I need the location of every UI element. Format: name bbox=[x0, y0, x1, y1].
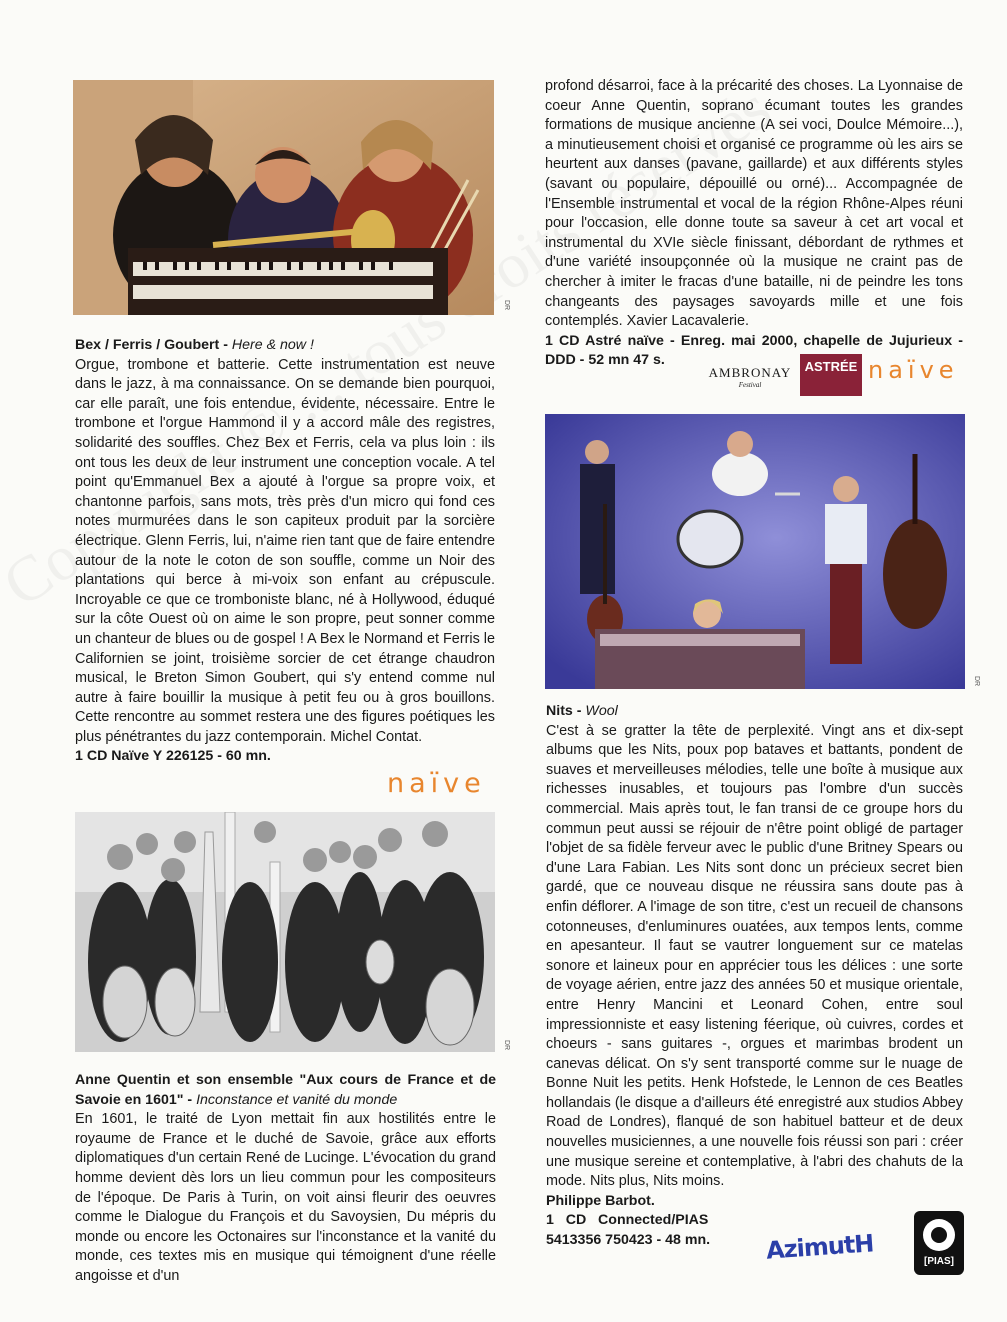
cd-info: 1 CD Naïve Y 226125 - 60 mn. bbox=[75, 748, 271, 765]
article-body-continued: profond désarroi, face à la précarité des choses. La Lyonnaise de coeur Anne Quentin, soprano écumant toutes les grandes formations de musique ancienne (A sei voci, Doulce Mémoire...), a minutieusement choisi et organisé ce programme où les airs se heurtent aux danses (pavane, gaillarde) et aux différents styles (savant ou populaire, dépouillé ou orné)... Accompagnée de l'Ensemble instrumental et vocal de la région Rhône-Alpes réuni pour l'occasion, elle donne toute sa saveur à cet art vocal et instrumental du XVIe siècle finissant, débordant de rythmes et d'une variété insoupçonnée où la musique ne craint pas de chercher à imiter le fracas d'une bataille, ni de peindre les tons changeants des paysages savoyards mille et une fois contemplés. Xavier Lacavalerie. bbox=[545, 78, 963, 330]
article-heading bbox=[75, 336, 495, 356]
cd-info-line-1: 1 CD Connected/PIAS bbox=[546, 1212, 709, 1229]
azimuth-logo: AzimutH bbox=[765, 1229, 875, 1265]
article-artists: Bex / Ferris / Goubert - bbox=[75, 337, 232, 353]
cd-info-line-2: 5413356 750423 - 48 mn. bbox=[546, 1232, 711, 1249]
article-body: En 1601, le traité de Lyon mettait fin aux hostilités entre le royaume de France et le duché de Savoie, grâce aux efforts diplomatiques d'un certain René de Lucinge. L'évocation du grand homme devient dès lors un lieu commun pour les compositeurs de l'époque. De Paris à Turin, on voit ainsi fleurir des oeuvres comme le Dialogue du François et du Savoysien, Du mépris du monde ou encore les Octonaires sur l'inconstance et la vanité du monde, ces textes mis en musique qui témoignent d'une réelle angoisse et d'un bbox=[75, 1111, 496, 1284]
album-title: Inconstance et vanité du monde bbox=[196, 1091, 398, 1108]
article-artists: Anne Quentin et son ensemble "Aux cours de France et de Savoie en 1601" - bbox=[75, 1072, 496, 1108]
album-title: Here & now ! bbox=[231, 337, 314, 353]
naive-logo: naïve bbox=[868, 356, 959, 384]
album-title: Wool bbox=[585, 703, 618, 719]
ambronay-logo: AMBRONAY Festival bbox=[708, 365, 792, 389]
author: Michel Contat. bbox=[330, 728, 423, 745]
pias-icon-inner bbox=[931, 1227, 947, 1243]
article-body: C'est à se gratter la tête de perplexité. Vingt ans et dix-sept albums que les Nits, poux pop bataves et battants, pondent de suaves et merveilleuses mélodies, telle une boîte à musique aux richesses inusables, et toujours pas l'ombre d'un succès commercial. Mais après tout, le fan transi de ce groupe hors du commun peut aussi se réjouir de n'être point obligé de partager l'objet de sa fidèle ferveur avec le public d'une Britney Spears ou d'une Lara Fabian. Les Nits sont donc un précieux secret bien gardé, que ce nouveau disque ne réussira sans doute pas à enfin déflorer. A l'image de son titre, c'est un recueil de chansons cotonneuses, d'enluminures ouatées, aux tempos lents, comme en apesanteur. Il faut se vautrer longuement sur ce matelas sonore et laineux pour en apprécier tous les délices : une sorte de voyage aérien, entre jazz des années 50 et musique orientale, entre Henry Mancini et Leonard Cohen, entre soul impressionniste et easy listening féerique, où cuivres, cordes et choeurs - sans guitares -, orgues et marimbas brodent un canevas délicat. On s'y sent transporté comme sur le nuage de Bonne Nuit les petits. Henk Hofstede, le Lennon de ces Beatles hollandais (le disque a d'ailleurs été enregistré aux studios Abbey Road de Londres), flanqué de son habituel batteur et de deux nouvelles musiciennes, a une nouvelle fois réussi son pari : créer une musique sereine et contemplative, à l'abri des chahuts de la mode. Nits plus, Nits moins. bbox=[546, 722, 963, 1190]
photo-credit: DR bbox=[973, 676, 980, 687]
photo-credit: DR bbox=[503, 1040, 510, 1051]
cd-info: 1 CD Astré naïve - Enreg. mai 2000, chapelle de Jujurieux - DDD - 52 mn 47 s. bbox=[545, 332, 963, 369]
pias-label: [PIAS] bbox=[924, 1256, 954, 1267]
author: Philippe Barbot. bbox=[546, 1192, 655, 1209]
article-nits bbox=[546, 702, 963, 1251]
article-heading bbox=[546, 702, 963, 722]
article-heading bbox=[75, 1071, 496, 1110]
nits-photo bbox=[545, 414, 965, 689]
pias-logo bbox=[914, 1211, 964, 1275]
anne-quentin-ensemble-photo bbox=[75, 812, 495, 1052]
photo-credit: DR bbox=[503, 300, 510, 311]
article-artists: Nits - bbox=[546, 703, 586, 719]
author: Xavier Lacavalerie. bbox=[626, 313, 749, 330]
article-body: Orgue, trombone et batterie. Cette instrumentation est neuve dans le jazz, à ma connaissance. On se demande bien pourquoi, car elle paraît, une fois entendue, évidente, nécessaire. Entre le trombone et l'orgue Hammond il y a accord mâle des registres, solidarité des souffles. Chez Bex et Ferris, cela va plus loin : ils ont tous les deux de leur instrument une conception vocale. A tel point qu'Emmanuel Bex a ajouté à l'orgue sa propre voix, et chantonne parfois, sans mots, très près d'un micro qui fond ces notes murmurées dans le son capiteux produit par la sorcière électrique. Glenn Ferris, lui, n'aime rien tant que de faire entendre autour de la note le coton de son souffle, comme un Noir des plantations qui berce à mi-voix son enfant au crépuscule. Incroyable ce que ce tromboniste blanc, né à Hollywood, éduqué sur la côte Ouest où on aime le son propre, peut sonner comme un chanteur de blues ou de gospel ! A Bex le Normand et Ferris le Californien se joint, troisième sorcier de cet étrange chaudron musical, le Breton Simon Goubert, qui s'y entend comme nul autre à faire bouillir la musique à petit feu ou à gros bouillons. Cette rencontre au sommet restera une des figures poétiques les plus pénétrantes du jazz contemporain. Michel Contat. bbox=[75, 356, 495, 745]
astree-logo: ASTRÉE bbox=[800, 354, 862, 396]
naive-logo: naïve bbox=[387, 768, 486, 799]
article-bex-ferris-goubert bbox=[75, 336, 495, 767]
article-anne-quentin-continued bbox=[545, 77, 963, 371]
bex-ferris-goubert-photo bbox=[73, 80, 494, 315]
article-anne-quentin bbox=[75, 1071, 496, 1287]
